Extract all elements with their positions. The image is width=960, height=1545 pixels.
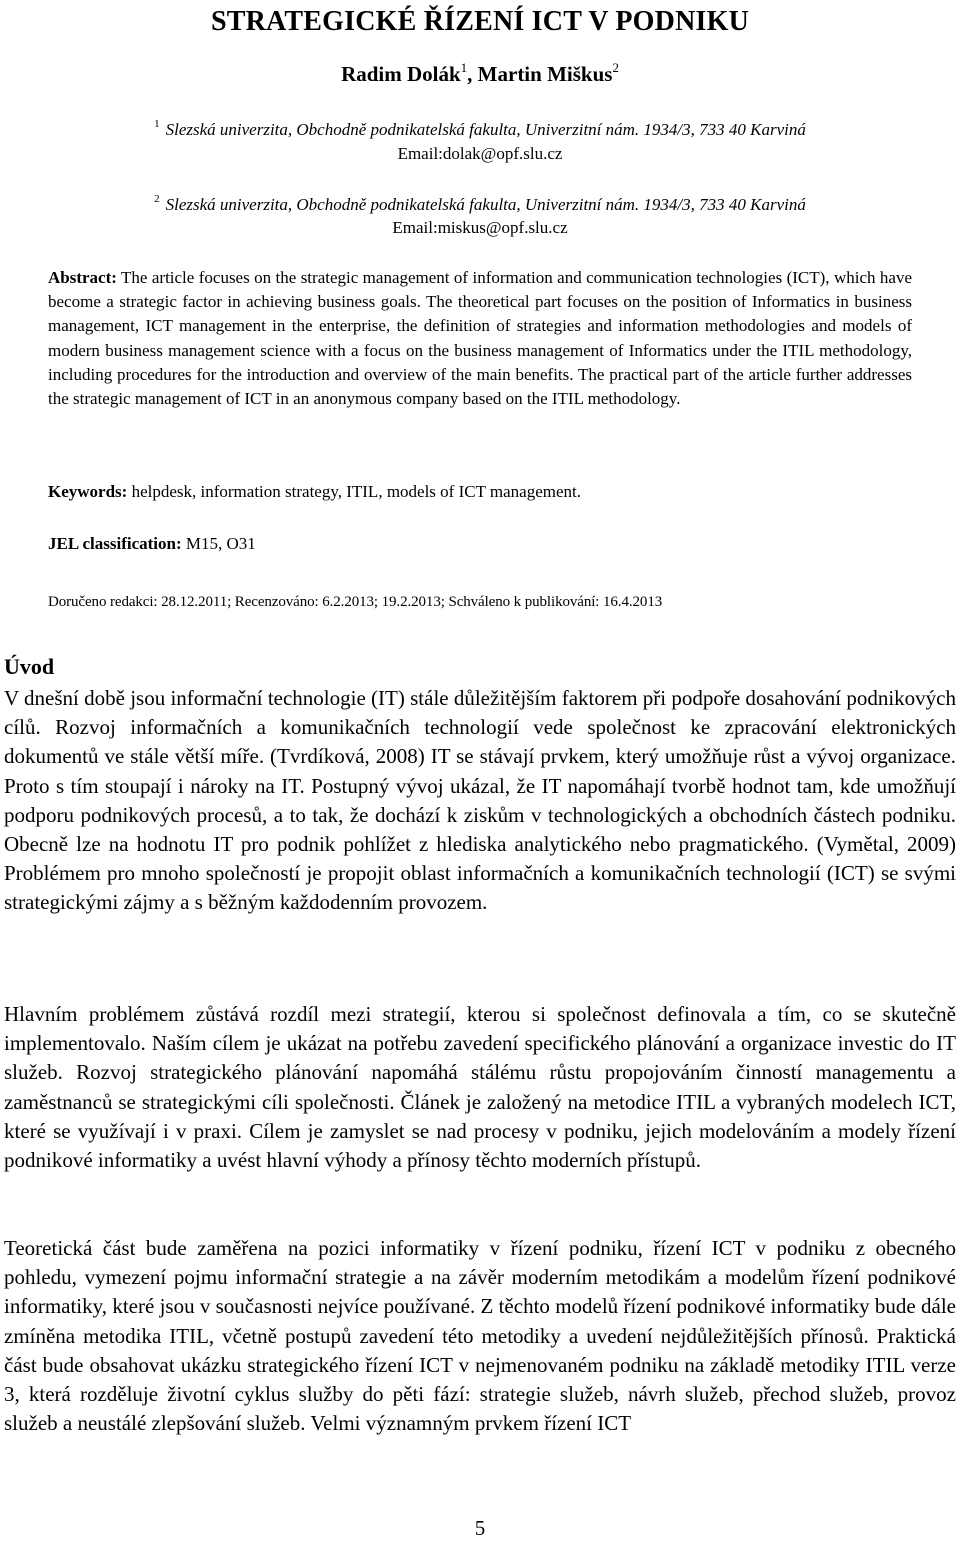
author-name: Radim Dolák [341,62,461,86]
received-dates: Doručeno redakci: 28.12.2011; Recenzováno: 6.2.2013; 19.2.2013; Schváleno k publikování: 16.4.2013 [48,594,663,610]
affiliation-institution: Slezská univerzita, Obchodně podnikatelská fakulta, Univerzitní nám. 1934/3, 733 40 Karviná [165,120,806,139]
affiliation-number: 2 [154,193,160,205]
abstract [48,266,912,411]
author-affiliation-marker: 2 [612,60,619,75]
jel-classification [48,534,256,554]
keywords [48,482,581,502]
keywords-text: helpdesk, information strategy, ITIL, models of ICT management. [131,482,582,501]
keywords-label: Keywords: [48,482,128,501]
body-paragraph: V dnešní době jsou informační technologie (IT) stále důležitějším faktorem při podpoře dosahování podnikových cílů. Rozvoj informačních a komunikačních technologií vede společnost ke zpracování elektronických dokumentů ve stále větší míře. (Tvrdíková, 2008) IT se stávají prvkem, který umožňuje růst a vývoj organizace. Proto s tím stoupají i nároky na IT. Postupný vývoj ukázal, že IT napomáhají tvorbě hodnot tam, kde umožňují podporu podnikových procesů, a to tak, že dochází k ziskům v technologických a obchodních částech podniku. Obecně lze na hodnotu IT pro podnik pohlížet z hlediska analytického nebo pragmatického. (Vymětal, 2009) Problémem pro mnoho společností je propojit oblast informačních a komunikačních technologií (ICT) se svými strategickými zájmy a s běžným každodenním provozem. [4,686,956,915]
affiliation [0,118,960,140]
author-name: Martin Miškus [477,62,613,86]
body-paragraph: Hlavním problémem zůstává rozdíl mezi strategií, kterou si společnost definovala a tím, co se skutečně implementovalo. Naším cílem je ukázat na potřebu zavedení specifického plánování a organizace investic do IT služeb. Rozvoj strategického plánování napomáhá stálému růstu propojováním činností managementu a zaměstnanců se strategickými cíli společnosti. Článek je založený na metodice ITIL a vybraných modelech ICT, které se využívají i v praxi. Cílem je zamyslet se nad procesy v podniku, jejich modelováním a modely řízení podnikové informatiky a uvést hlavní výhody a přínosy těchto moderních přístupů. [4,1002,956,1173]
page-number: 5 [474,1516,486,1540]
body-paragraph: Teoretická část bude zaměřena na pozici informatiky v řízení podniku, řízení ICT v podniku z obecného pohledu, vymezení pojmu informační strategie a na závěr moderním metodikám a modelům řízení podnikové informatiky, které jsou v současnosti nejvíce používané. Z těchto modelů řízení podnikové informatiky bude dále zmíněna metodika ITIL, včetně postupů zavedení této metodiky a uvedení nejdůležitějších přínosů. Praktická část bude obsahovat ukázku strategického řízení ICT v nejmenovaném podniku na základě metodiky ITIL verze 3, která rozděluje životní cyklus služby do pěti fází: strategie služeb, návrh služeb, přechod služeb, provoz služeb a neustálé zlepšování služeb. Velmi významným prvkem řízení ICT [4,1236,956,1436]
affiliation-number: 1 [154,118,160,130]
affiliation-email: Email:miskus@opf.slu.cz [392,218,568,237]
jel-label: JEL classification: [48,534,182,553]
paper-title: STRATEGICKÉ ŘÍZENÍ ICT V PODNIKU [210,6,750,37]
author-affiliation-marker: 1 [460,60,468,75]
abstract-label: Abstract: [48,268,117,287]
abstract-text: The article focuses on the strategic management of information and communication technologies (ICT), which have become a strategic factor in achieving business goals. The theoretical part focuses on the position of Informatics in business management, ICT management in the enterprise, the definition of strategies and information methodologies and models of modern business management science with a focus on the business management of Informatics under the ITIL methodology, including procedures for the introduction and overview of the main benefits. The practical part of the article further addresses the strategic management of ICT in an anonymous company based on the ITIL methodology. [48,268,912,409]
section-heading: Úvod [4,654,55,679]
affiliation-institution: Slezská univerzita, Obchodně podnikatelská fakulta, Univerzitní nám. 1934/3, 733 40 Karviná [165,195,806,214]
author-separator: , [467,62,478,86]
affiliation [0,193,960,215]
affiliation-email: Email:dolak@opf.slu.cz [397,144,563,163]
author-line [0,60,960,87]
jel-text: M15, O31 [185,534,256,553]
